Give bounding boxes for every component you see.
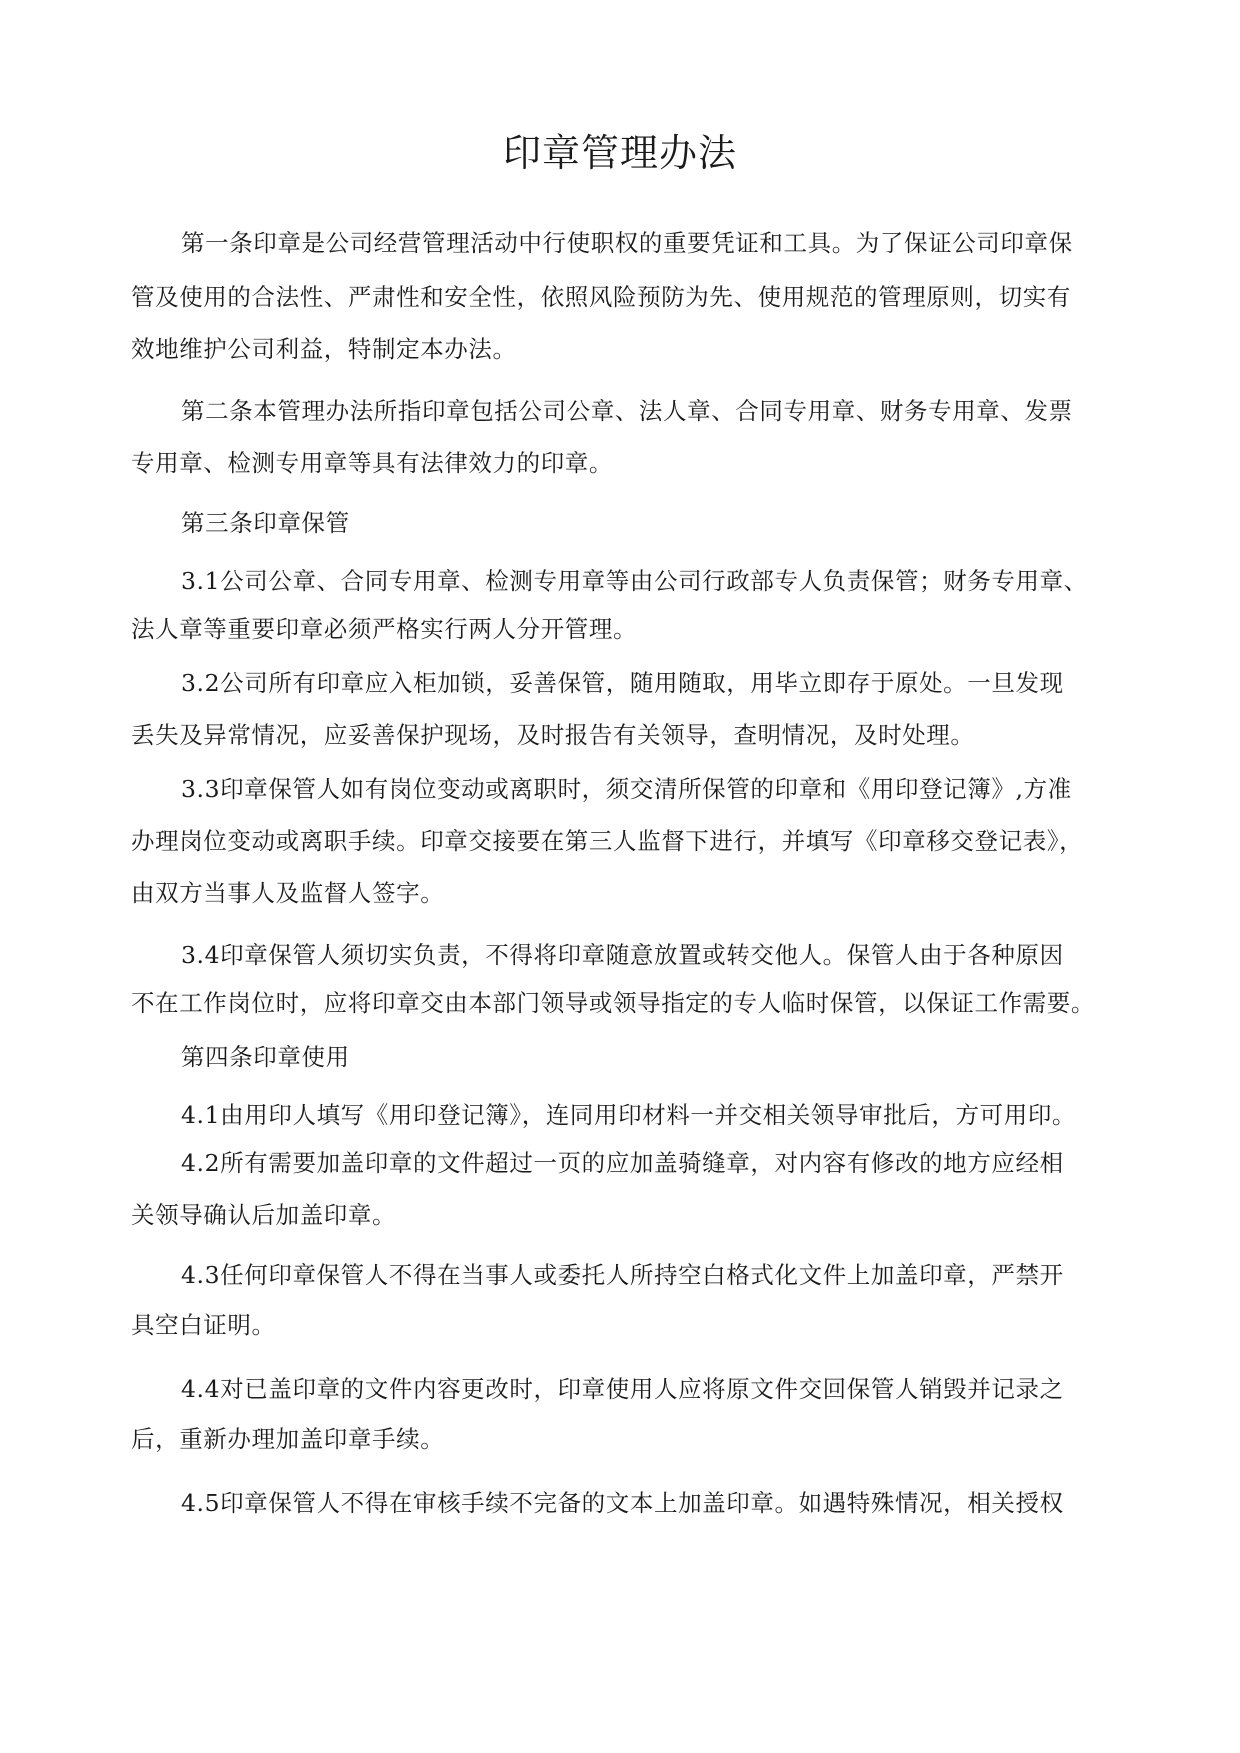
article-1-line-2: 管及使用的合法性、严肃性和安全性，依照风险预防为先、使用规范的管理原则，切实有	[131, 283, 1071, 311]
article-1-line-3: 效地维护公司利益，特制定本办法。	[131, 335, 517, 363]
clause-4-2-line-2: 关领导确认后加盖印章。	[131, 1201, 397, 1229]
clause-3-4-line-1: 3.4印章保管人须切实负责，不得将印章随意放置或转交他人。保管人由于各种原因	[181, 941, 1064, 969]
clause-3-4-line-2: 不在工作岗位时，应将印章交由本部门领导或领导指定的专人临时保管，以保证工作需要。	[131, 989, 1095, 1017]
document-title: 印章管理办法	[502, 131, 737, 175]
clause-4-4-line-1: 4.4对已盖印章的文件内容更改时，印章使用人应将原文件交回保管人销毁并记录之	[181, 1375, 1064, 1403]
clause-3-3-line-1: 3.3印章保管人如有岗位变动或离职时，须交清所保管的印章和《用印登记簿》,方准	[181, 775, 1072, 803]
article-2-line-2: 专用章、检测专用章等具有法律效力的印章。	[131, 449, 613, 477]
clause-3-1-line-2: 法人章等重要印章必须严格实行两人分开管理。	[131, 615, 638, 643]
clause-3-3-line-3: 由双方当事人及监督人签字。	[131, 879, 445, 907]
clause-4-3-line-1: 4.3任何印章保管人不得在当事人或委托人所持空白格式化文件上加盖印章，严禁开	[181, 1261, 1064, 1289]
clause-4-5-line-1: 4.5印章保管人不得在审核手续不完备的文本上加盖印章。如遇特殊情况，相关授权	[181, 1489, 1064, 1517]
article-2-line-1: 第二条本管理办法所指印章包括公司公章、法人章、合同专用章、财务专用章、发票	[181, 397, 1073, 425]
clause-4-3-line-2: 具空白证明。	[131, 1311, 276, 1339]
article-1-line-1: 第一条印章是公司经营管理活动中行使职权的重要凭证和工具。为了保证公司印章保	[181, 229, 1073, 257]
article-4-heading: 第四条印章使用	[181, 1043, 350, 1071]
clause-3-3-line-2: 办理岗位变动或离职手续。印章交接要在第三人监督下进行，并填写《印章移交登记表》，	[131, 827, 1084, 855]
clause-4-4-line-2: 后，重新办理加盖印章手续。	[131, 1425, 445, 1453]
article-3-heading: 第三条印章保管	[181, 509, 350, 537]
clause-4-1-line-1: 4.1由用印人填写《用印登记簿》，连同用印材料一并交相关领导审批后，方可用印。	[181, 1101, 1077, 1129]
clause-4-2-line-1: 4.2所有需要加盖印章的文件超过一页的应加盖骑缝章，对内容有修改的地方应经相	[181, 1149, 1064, 1177]
clause-3-2-line-1: 3.2公司所有印章应入柜加锁，妥善保管，随用随取，用毕立即存于原处。一旦发现	[181, 669, 1064, 697]
clause-3-1-line-1: 3.1公司公章、合同专用章、检测专用章等由公司行政部专人负责保管；财务专用章、	[181, 567, 1088, 595]
clause-3-2-line-2: 丢失及异常情况，应妥善保护现场，及时报告有关领导，查明情况，及时处理。	[131, 721, 975, 749]
